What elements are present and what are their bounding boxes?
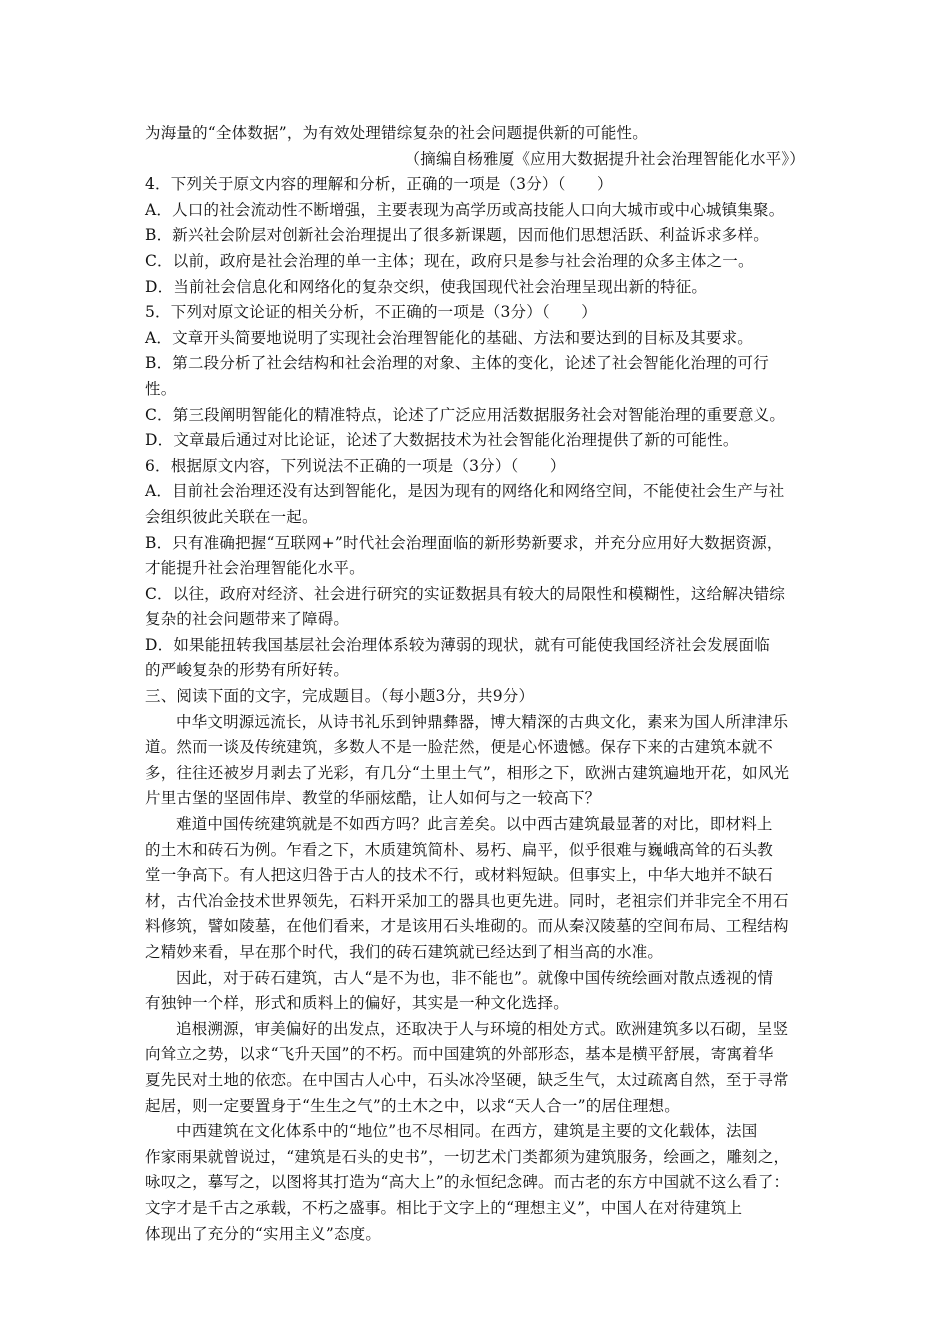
question-6-option-d: D．如果能扭转我国基层社会治理体系较为薄弱的现状，就有可能使我国经济社会发展面临 bbox=[145, 635, 770, 654]
source-citation: （摘编自杨雅厦《应用大数据提升社会治理智能化水平》） bbox=[404, 149, 805, 168]
paragraph-line: 咏叹之，摹写之，以图将其打造为“高大上”的永恒纪念碑。而古老的东方中国就不这么看了： bbox=[145, 1173, 790, 1192]
question-6-option-d-cont: 的严峻复杂的形势有所好转。 bbox=[145, 661, 350, 680]
question-6-option-b: B．只有准确把握“互联网+”时代社会治理面临的新形势新要求，并充分应用好大数据资源， bbox=[145, 533, 783, 552]
paragraph-line: 道。然而一谈及传统建筑，多数人不是一脸茫然，便是心怀遗憾。保存下来的古建筑本就不 bbox=[145, 738, 774, 757]
question-5-stem: 5．下列对原文论证的相关分析，不正确的一项是（3分）（ ） bbox=[145, 303, 597, 322]
paragraph-line: 向耸立之势，以求“飞升天国”的不朽。而中国建筑的外部形态，基本是横平舒展，寄寓着华 bbox=[145, 1045, 774, 1064]
question-6-option-a-cont: 会组织彼此关联在一起。 bbox=[145, 507, 318, 526]
paragraph-line: 料修筑，譬如陵墓，在他们看来，才是该用石头堆砌的。而从秦汉陵墓的空间布局、工程结构 bbox=[145, 917, 789, 936]
passage-paragraph-2 bbox=[145, 812, 813, 966]
question-6-option-c: C．以往，政府对经济、社会进行研究的实证数据具有较大的局限性和模糊性，这给解决错综 bbox=[145, 584, 786, 603]
passage-text-line: 为海量的“全体数据”，为有效处理错综复杂的社会问题提供新的可能性。 bbox=[145, 124, 648, 142]
question-5-option-a: A．文章开头简要地说明了实现社会治理智能化的基础、方法和要达到的目标及其要求。 bbox=[145, 328, 753, 347]
paragraph-line: 起居，则一定要置身于“生生之气”的土木之中，以求“天人合一”的居住理想。 bbox=[145, 1096, 680, 1115]
paragraph-line: 材，古代冶金技术世界领先，石料开采加工的器具也更先进。同时，老祖宗们并非完全不用石 bbox=[145, 891, 789, 910]
passage-paragraph-3 bbox=[145, 966, 813, 1017]
question-4-stem: 4．下列关于原文内容的理解和分析，正确的一项是（3分）（ ） bbox=[145, 175, 613, 194]
question-5-option-b-cont: 性。 bbox=[145, 379, 177, 398]
paragraph-line: 有独钟一个样，形式和质料上的偏好，其实是一种文化选择。 bbox=[145, 994, 569, 1013]
paragraph-line: 难道中国传统建筑就是不如西方吗？此言差矣。以中西古建筑最显著的对比，即材料上 bbox=[176, 815, 773, 834]
section-3-heading: 三、阅读下面的文字，完成题目。（每小题3分，共9分） bbox=[145, 687, 535, 706]
paragraph-line: 堂一争高下。有人把这归咎于古人的技术不行，或材料短缺。但事实上，中华大地并不缺石 bbox=[145, 866, 774, 885]
question-5-option-b: B．第二段分析了社会结构和社会治理的对象、主体的变化，论述了社会智能化治理的可行 bbox=[145, 354, 769, 373]
question-6-option-b-cont: 才能提升社会治理智能化水平。 bbox=[145, 559, 365, 578]
paragraph-line: 文字才是千古之承载，不朽之盛事。相比于文字上的“理想主义”，中国人在对待建筑上 bbox=[145, 1198, 743, 1217]
paragraph-line: 因此，对于砖石建筑，古人“是不为也，非不能也”。就像中国传统绘画对散点透视的情 bbox=[176, 968, 774, 987]
question-5-option-c: C．第三段阐明智能化的精准特点，论述了广泛应用活数据服务社会对智能治理的重要意义。 bbox=[145, 405, 786, 424]
paragraph-line: 夏先民对土地的依恋。在中国古人心中，石头冰冷坚硬，缺乏生气，太过疏离自然，至于寻常 bbox=[145, 1070, 789, 1089]
paragraph-line: 追根溯源，审美偏好的出发点，还取决于人与环境的相处方式。欧洲建筑多以石砌，呈竖 bbox=[176, 1019, 789, 1038]
exam-page bbox=[145, 121, 813, 1247]
paragraph-line: 中西建筑在文化体系中的“地位”也不尽相同。在西方，建筑是主要的文化载体，法国 bbox=[176, 1122, 758, 1141]
question-6-stem: 6．根据原文内容，下列说法不正确的一项是（3分）（ ） bbox=[145, 456, 566, 475]
question-4-option-c: C．以前，政府是社会治理的单一主体；现在，政府只是参与社会治理的众多主体之一。 bbox=[145, 251, 754, 270]
paragraph-line: 体现出了充分的“实用主义”态度。 bbox=[145, 1224, 382, 1243]
passage-paragraph-5 bbox=[145, 1119, 813, 1247]
question-4-option-a: A．人口的社会流动性不断增强，主要表现为高学历或高技能人口向大城市或中心城镇集聚。 bbox=[145, 200, 785, 219]
paragraph-line: 片里古堡的坚固伟岸、教堂的华丽炫酷，让人如何与之一较高下？ bbox=[145, 789, 601, 808]
paragraph-line: 之精妙来看，早在那个时代，我们的砖石建筑就已经达到了相当高的水准。 bbox=[145, 943, 664, 961]
passage-paragraph-4 bbox=[145, 1017, 813, 1119]
paragraph-line: 的土木和砖石为例。乍看之下，木质建筑简朴、易朽、扁平，似乎很难与巍峨高耸的石头教 bbox=[145, 840, 774, 859]
question-4-option-d: D．当前社会信息化和网络化的复杂交织，使我国现代社会治理呈现出新的特征。 bbox=[145, 277, 708, 296]
passage-paragraph-1 bbox=[145, 710, 813, 812]
question-6-option-a: A．目前社会治理还没有达到智能化，是因为现有的网络化和网络空间，不能使社会生产与社 bbox=[145, 482, 785, 501]
paragraph-line: 中华文明源远流长，从诗书礼乐到钟鼎彝器，博大精深的古典文化，素来为国人所津津乐 bbox=[176, 712, 789, 731]
paragraph-line: 多，往往还被岁月剥去了光彩，有几分“土里土气”，相形之下，欧洲古建筑遍地开花，如风光 bbox=[145, 763, 790, 782]
question-5-option-d: D．文章最后通过对比论证，论述了大数据技术为社会智能化治理提供了新的可能性。 bbox=[145, 431, 739, 450]
question-6-option-c-cont: 复杂的社会问题带来了障碍。 bbox=[145, 610, 350, 629]
question-4-option-b: B．新兴社会阶层对创新社会治理提出了很多新课题，因而他们思想活跃、利益诉求多样。 bbox=[145, 226, 769, 245]
paragraph-line: 作家雨果就曾说过，“建筑是石头的史书”，一切艺术门类都须为建筑服务，绘画之，雕刻之， bbox=[145, 1147, 790, 1166]
